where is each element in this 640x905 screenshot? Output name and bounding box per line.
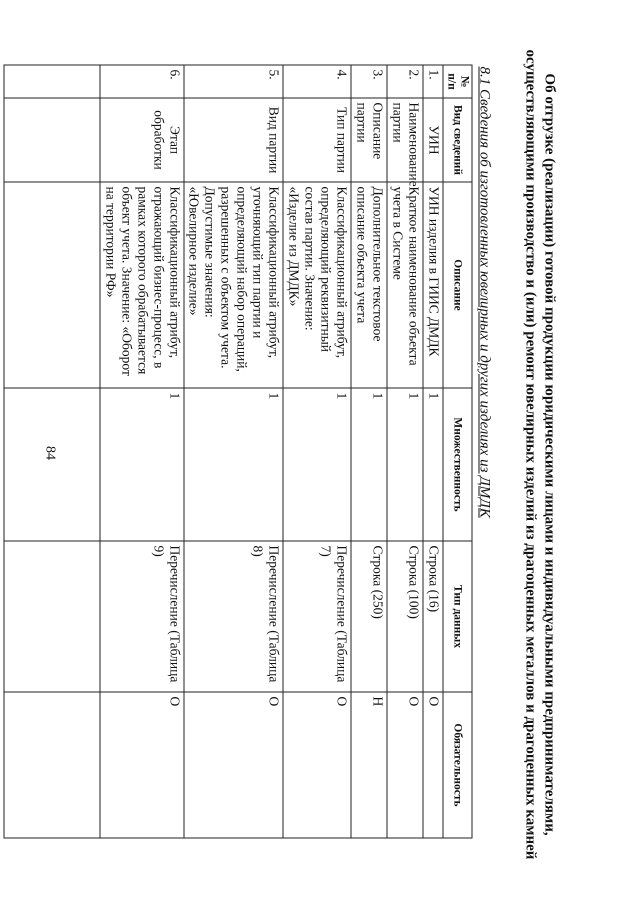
cell-description [4,182,100,388]
cell-description: Краткое наименование объекта учета в Системе [387,182,423,388]
header-mandatory: Обязательность [443,692,472,838]
cell-type [4,541,100,692]
cell-multiplicity: 1 [184,388,283,541]
cell-type: Перечисление (Таблица 7) [283,541,351,692]
cell-num: 4. [283,65,351,98]
cell-description: Классификационный атрибут, определяющий реквизитный состав партии. Значение: «Изделие из ДМДК» [283,182,351,388]
cell-mandatory: О [184,692,283,838]
cell-kind: УИН [423,98,443,182]
cell-num [4,65,100,98]
cell-mandatory [4,692,100,838]
table-row [423,65,443,838]
cell-multiplicity [4,388,100,541]
cell-mandatory: О [100,692,184,838]
cell-kind [4,98,100,182]
table-row [4,65,100,838]
document-title: Об отгрузке (реализации) готовой продукции юридическими лицами и индивидуальными предпринимателями, осуществляющими производство и (или) ремонт ювелирных изделий из драгоценных металлов и драгоценных камней [522,49,557,859]
cell-multiplicity: 1 [100,388,184,541]
cell-description: Дополнительное текстовое описание объекта учета [351,182,387,388]
header-num: № п/п [443,65,472,98]
page-number: 84 [42,445,57,460]
cell-kind: Тип партии [283,98,351,182]
cell-description: Классификационный атрибут, отражающий бизнес-процесс, в рамках которого обрабатывается объект учета. Значение: «Оборот на территории РФ» [100,182,184,388]
cell-kind: Описание партии [351,98,387,182]
cell-kind: Этап обработки [100,98,184,182]
header-kind: Вид сведений [443,98,472,182]
cell-num: 5. [184,65,283,98]
cell-mandatory: О [387,692,423,838]
cell-num: 2. [387,65,423,98]
cell-multiplicity: 1 [387,388,423,541]
cell-mandatory: О [283,692,351,838]
table-row [100,65,184,838]
table-row [283,65,351,838]
table-header-row [443,65,472,838]
cell-type: Перечисление (Таблица 8) [184,541,283,692]
cell-type: Строка (100) [387,541,423,692]
cell-description: Классификационный атрибут, уточняющий тип партии и определяющий набор операций, разрешенных с объектом учета. Допустимые значения: «Ювелирное изделие» [184,182,283,388]
cell-multiplicity: 1 [283,388,351,541]
cell-kind: Наименование партии [387,98,423,182]
cell-type: Перечисление (Таблица 9) [100,541,184,692]
cell-multiplicity: 1 [351,388,387,541]
header-description: Описание [443,182,472,388]
data-table [3,64,472,838]
section-title: 8.1 Сведения об изготовленных ювелирных и других изделиях из ДМДК [476,66,492,518]
table-row [387,65,423,838]
cell-type: Строка (250) [351,541,387,692]
table-row [184,65,283,838]
cell-num: 6. [100,65,184,98]
cell-mandatory: Н [351,692,387,838]
table-row [351,65,387,838]
cell-description: УИН изделия в ГИИС ДМДК [423,182,443,388]
cell-type: Строка (16) [423,541,443,692]
header-multiplicity: Множественность [443,388,472,541]
cell-num: 1. [423,65,443,98]
cell-num: 3. [351,65,387,98]
header-type: Тип данных [443,541,472,692]
cell-multiplicity: 1 [423,388,443,541]
cell-mandatory: О [423,692,443,838]
cell-kind: Вид партии [184,98,283,182]
